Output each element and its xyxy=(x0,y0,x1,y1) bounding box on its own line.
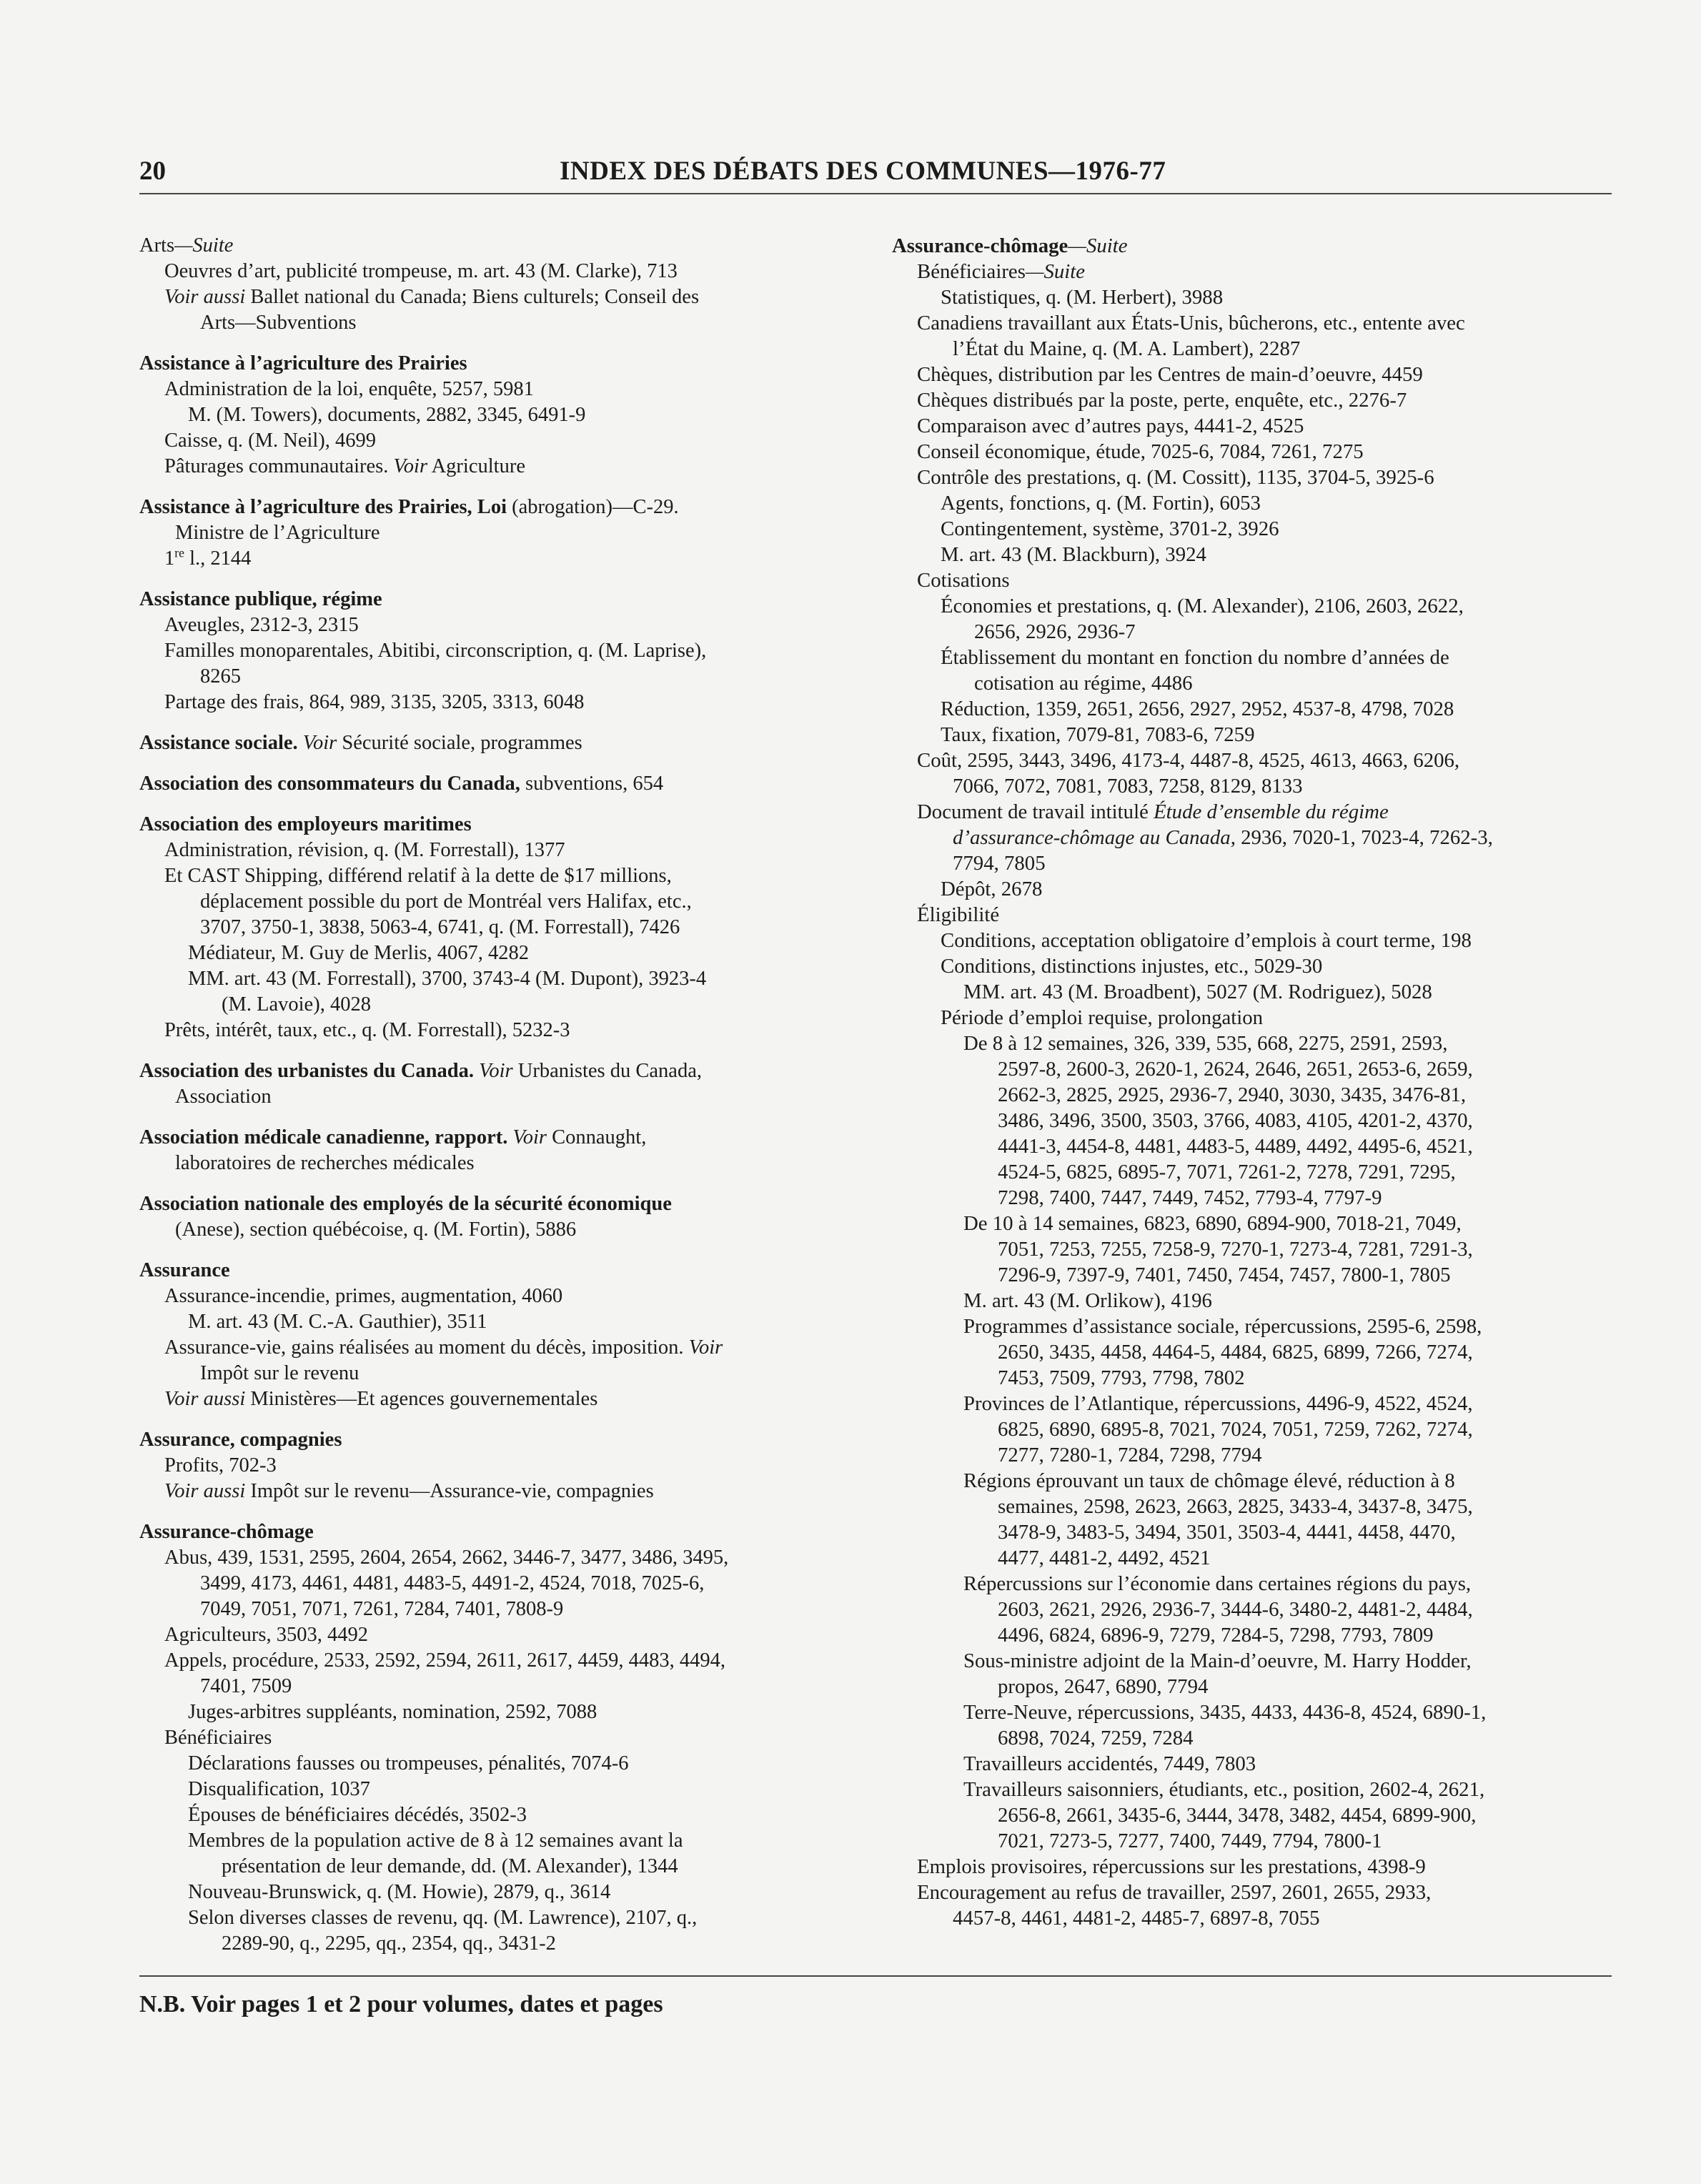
subentry-continued: 3707, 3750-1, 3838, 5063-4, 6741, q. (M. Forrestall), 7426 xyxy=(200,916,680,938)
subentry: M. art. 43 (M. C.-A. Gauthier), 3511 xyxy=(188,1311,487,1333)
subentry: Régions éprouvant un taux de chômage élevé, réduction à 8 xyxy=(963,1469,1455,1492)
subentry: Contingentement, système, 3701-2, 3926 xyxy=(941,517,1279,540)
subentry: Document de travail intitulé Étude d’ensemble du régime xyxy=(917,800,1389,823)
subentry: Épouses de bénéficiaires décédés, 3502-3 xyxy=(188,1804,527,1826)
subentry: Cotisations xyxy=(917,569,1010,592)
subentry-continued: l’État du Maine, q. (M. A. Lambert), 2287 xyxy=(953,337,1301,360)
subentry-continued: 7296-9, 7397-9, 7401, 7450, 7454, 7457, 7800-1, 7805 xyxy=(998,1264,1451,1286)
index-column-right xyxy=(892,233,1614,1931)
entry-heading: Assistance à l’agriculture des Prairies, Loi xyxy=(139,496,507,518)
subentry: Taux, fixation, 7079-81, 7083-6, 7259 xyxy=(941,723,1255,746)
index-entry: Association médicale canadienne, rapport. Voir Connaught, laboratoires de recherches médicales xyxy=(139,1125,854,1176)
subentry: Bénéficiaires—Suite xyxy=(917,260,1086,283)
footer-note: N.B. Voir pages 1 et 2 pour volumes, dates et pages xyxy=(139,1991,663,2017)
subentry-continued: 7453, 7509, 7793, 7798, 7802 xyxy=(998,1366,1245,1389)
page-header xyxy=(139,156,1612,193)
entry-heading: Association nationale des employés de la sécurité économique xyxy=(139,1193,672,1215)
subentry-continued: 4477, 4481-2, 4492, 4521 xyxy=(998,1547,1211,1569)
subentry-continued: 4524-5, 6825, 6895-7, 7071, 7261-2, 7278, 7291, 7295, xyxy=(998,1161,1456,1183)
index-column-left xyxy=(139,233,854,1957)
running-title: INDEX DES DÉBATS DES COMMUNES—1976-77 xyxy=(560,157,1166,186)
subentry: Selon diverses classes de revenu, qq. (M. Lawrence), 2107, q., xyxy=(188,1907,698,1929)
entry-heading: Assistance à l’agriculture des Prairies xyxy=(139,352,467,374)
subentry: Profits, 702-3 xyxy=(164,1454,277,1476)
subentry-continued: propos, 2647, 6890, 7794 xyxy=(998,1675,1209,1698)
subentry: Partage des frais, 864, 989, 3135, 3205, 3313, 6048 xyxy=(164,691,585,713)
subentry-continued: Association xyxy=(175,1086,272,1108)
header-rule xyxy=(139,193,1612,194)
index-entry: Association des consommateurs du Canada, subventions, 654 xyxy=(139,773,664,795)
subentry: Membres de la population active de 8 à 12 semaines avant la xyxy=(188,1830,683,1852)
subentry: Administration de la loi, enquête, 5257, 5981 xyxy=(164,378,534,400)
subentry: Pâturages communautaires. Voir Agriculture xyxy=(164,455,525,477)
subentry: M. art. 43 (M. Orlikow), 4196 xyxy=(963,1289,1212,1312)
subentry: De 10 à 14 semaines, 6823, 6890, 6894-900, 7018-21, 7049, xyxy=(963,1212,1462,1235)
subentry: Juges-arbitres suppléants, nomination, 2592, 7088 xyxy=(188,1701,597,1723)
subentry: M. (M. Towers), documents, 2882, 3345, 6491-9 xyxy=(188,404,586,426)
subentry-continued: 7066, 7072, 7081, 7083, 7258, 8129, 8133 xyxy=(953,775,1303,798)
subentry: Contrôle des prestations, q. (M. Cossitt), 1135, 3704-5, 3925-6 xyxy=(917,466,1434,489)
subentry-continued: présentation de leur demande, dd. (M. Alexander), 1344 xyxy=(222,1855,678,1877)
entry-heading: Association des urbanistes du Canada. xyxy=(139,1060,474,1082)
index-entry: Assistance à l’agriculture des Prairies, Loi (abrogation)—C-29. Ministre de l’Agriculture 1re l., 2144 xyxy=(139,495,854,572)
subentry: Canadiens travaillant aux États-Unis, bûcherons, etc., entente avec xyxy=(917,312,1465,334)
index-entry: Association des urbanistes du Canada. Voir Urbanistes du Canada, Association xyxy=(139,1058,854,1110)
subentry-continued: 3478-9, 3483-5, 3494, 3501, 3503-4, 4441, 4458, 4470, xyxy=(998,1521,1456,1544)
subentry: Établissement du montant en fonction du nombre d’années de xyxy=(941,646,1449,669)
subentry-continued: 7277, 7280-1, 7284, 7298, 7794 xyxy=(998,1444,1262,1466)
subentry: De 8 à 12 semaines, 326, 339, 535, 668, 2275, 2591, 2593, xyxy=(963,1032,1448,1055)
subentry-continued: 7051, 7253, 7255, 7258-9, 7270-1, 7273-4, 7281, 7291-3, xyxy=(998,1238,1473,1261)
entry-heading: Association des employeurs maritimes xyxy=(139,813,472,835)
subentry-continued: 3499, 4173, 4461, 4481, 4483-5, 4491-2, 4524, 7018, 7025-6, xyxy=(200,1572,705,1594)
subentry: Aveugles, 2312-3, 2315 xyxy=(164,614,359,636)
subentry: Disqualification, 1037 xyxy=(188,1778,370,1800)
subentry: Éligibilité xyxy=(917,903,1000,926)
subentry: Assurance-vie, gains réalisées au moment du décès, imposition. Voir xyxy=(164,1336,723,1359)
subentry-continued: 6898, 7024, 7259, 7284 xyxy=(998,1727,1194,1749)
subentry: Dépôt, 2678 xyxy=(941,878,1043,900)
subentry: Travailleurs saisonniers, étudiants, etc., position, 2602-4, 2621, xyxy=(963,1778,1485,1801)
index-entry xyxy=(139,1191,854,1243)
entry-heading: Association des consommateurs du Canada, xyxy=(139,773,520,795)
subentry: Médiateur, M. Guy de Merlis, 4067, 4282 xyxy=(188,942,529,964)
subentry: MM. art. 43 (M. Forrestall), 3700, 3743-4 (M. Dupont), 3923-4 xyxy=(188,968,707,990)
subentry-continued: 2656, 2926, 2936-7 xyxy=(974,620,1136,643)
index-entry xyxy=(139,351,854,480)
subentry-continued: 8265 xyxy=(200,665,241,688)
subentry-continued: 2289-90, q., 2295, qq., 2354, qq., 3431-2 xyxy=(222,1932,556,1955)
cross-reference: Voir aussi Ballet national du Canada; Biens culturels; Conseil des xyxy=(164,286,700,308)
subentry: Administration, révision, q. (M. Forrestall), 1377 xyxy=(164,839,565,861)
subentry: Comparaison avec d’autres pays, 4441-2, 4525 xyxy=(917,415,1304,437)
entry-heading: Assistance sociale. xyxy=(139,732,298,754)
subentry: Agents, fonctions, q. (M. Fortin), 6053 xyxy=(941,492,1261,515)
subentry-continued: (M. Lavoie), 4028 xyxy=(222,993,371,1016)
subentry: Bénéficiaires xyxy=(164,1727,272,1749)
index-entry: Assistance sociale. Voir Sécurité sociale, programmes xyxy=(139,732,582,754)
subentry: Chèques distribués par la poste, perte, enquête, etc., 2276-7 xyxy=(917,389,1407,412)
subentry: Et CAST Shipping, différend relatif à la dette de $17 millions, xyxy=(164,865,672,887)
cross-reference: Voir aussi Impôt sur le revenu—Assurance-vie, compagnies xyxy=(164,1480,654,1502)
subentry: Coût, 2595, 3443, 3496, 4173-4, 4487-8, 4525, 4613, 4663, 6206, xyxy=(917,749,1460,772)
subentry: Travailleurs accidentés, 7449, 7803 xyxy=(963,1752,1256,1775)
subentry-continued: 2650, 3435, 4458, 4464-5, 4484, 6825, 6899, 7266, 7274, xyxy=(998,1341,1473,1364)
subentry: Emplois provisoires, répercussions sur les prestations, 4398-9 xyxy=(917,1855,1426,1878)
subentry-continued: 7401, 7509 xyxy=(200,1675,292,1697)
index-entry xyxy=(139,812,854,1043)
subentry-continued: 2597-8, 2600-3, 2620-1, 2624, 2646, 2651, 2653-6, 2659, xyxy=(998,1058,1473,1081)
subentry-continued: cotisation au régime, 4486 xyxy=(974,672,1193,695)
subentry-continued: Impôt sur le revenu xyxy=(200,1362,359,1384)
index-entry xyxy=(139,587,854,715)
subentry: Sous-ministre adjoint de la Main-d’oeuvre, M. Harry Hodder, xyxy=(963,1649,1472,1672)
subentry: Conditions, acceptation obligatoire d’emplois à court terme, 198 xyxy=(941,929,1472,952)
subentry-continued: Arts—Subventions xyxy=(200,312,357,334)
subentry: MM. art. 43 (M. Broadbent), 5027 (M. Rodriguez), 5028 xyxy=(963,981,1432,1003)
subentry: Oeuvres d’art, publicité trompeuse, m. art. 43 (M. Clarke), 713 xyxy=(164,260,678,282)
cross-reference: Voir aussi Ministères—Et agences gouvernementales xyxy=(164,1388,598,1410)
subentry-continued: 2662-3, 2825, 2925, 2936-7, 2940, 3030, 3435, 3476-81, xyxy=(998,1083,1467,1106)
subentry-continued: 7021, 7273-5, 7277, 7400, 7449, 7794, 7800-1 xyxy=(998,1830,1382,1852)
subentry-continued: (Anese), section québécoise, q. (M. Fortin), 5886 xyxy=(175,1218,577,1241)
subentry: Répercussions sur l’économie dans certaines régions du pays, xyxy=(963,1572,1472,1595)
subentry: Terre-Neuve, répercussions, 3435, 4433, 4436-8, 4524, 6890-1, xyxy=(963,1701,1487,1724)
index-entry xyxy=(139,1258,854,1412)
subentry-continued: 4457-8, 4461, 4481-2, 4485-7, 6897-8, 7055 xyxy=(953,1907,1320,1930)
footer-rule xyxy=(139,1975,1612,1977)
index-entry xyxy=(139,1427,854,1504)
subentry: Encouragement au refus de travailler, 2597, 2601, 2655, 2933, xyxy=(917,1881,1432,1904)
subentry: Prêts, intérêt, taux, etc., q. (M. Forrestall), 5232-3 xyxy=(164,1019,570,1041)
subentry: Ministre de l’Agriculture xyxy=(175,522,380,544)
page-number: 20 xyxy=(139,157,166,186)
subentry-continued: déplacement possible du port de Montréal vers Halifax, etc., xyxy=(200,890,692,913)
subentry: 1re l., 2144 xyxy=(164,545,252,570)
subentry: Appels, procédure, 2533, 2592, 2594, 2611, 2617, 4459, 4483, 4494, xyxy=(164,1649,725,1672)
subentry: Économies et prestations, q. (M. Alexander), 2106, 2603, 2622, xyxy=(941,595,1464,617)
subentry-continued: 6825, 6890, 6895-8, 7021, 7024, 7051, 7259, 7262, 7274, xyxy=(998,1418,1473,1441)
subentry: Abus, 439, 1531, 2595, 2604, 2654, 2662, 3446-7, 3477, 3486, 3495, xyxy=(164,1547,729,1569)
subentry: Période d’emploi requise, prolongation xyxy=(941,1006,1264,1029)
index-entry xyxy=(139,1519,854,1957)
index-entry xyxy=(139,233,854,336)
subentry: Programmes d’assistance sociale, répercussions, 2595-6, 2598, xyxy=(963,1315,1482,1338)
subentry-continued: 3486, 3496, 3500, 3503, 3766, 4083, 4105, 4201-2, 4370, xyxy=(998,1109,1473,1132)
subentry: Familles monoparentales, Abitibi, circonscription, q. (M. Laprise), xyxy=(164,640,707,662)
subentry-continued: semaines, 2598, 2623, 2663, 2825, 3433-4, 3437-8, 3475, xyxy=(998,1495,1473,1518)
subentry: Assurance-incendie, primes, augmentation, 4060 xyxy=(164,1285,563,1307)
suite-label: —Suite xyxy=(1068,234,1128,257)
subentry: Déclarations fausses ou trompeuses, pénalités, 7074-6 xyxy=(188,1752,629,1774)
subentry: Agriculteurs, 3503, 4492 xyxy=(164,1624,368,1646)
subentry: Statistiques, q. (M. Herbert), 3988 xyxy=(941,286,1224,309)
subentry-continued: 2603, 2621, 2926, 2936-7, 3444-6, 3480-2, 4481-2, 4484, xyxy=(998,1598,1473,1621)
subentry: Conseil économique, étude, 7025-6, 7084, 7261, 7275 xyxy=(917,440,1364,463)
subentry: Réduction, 1359, 2651, 2656, 2927, 2952, 4537-8, 4798, 7028 xyxy=(941,698,1454,720)
entry-heading: Assurance, compagnies xyxy=(139,1429,342,1451)
subentry-continued: 4496, 6824, 6896-9, 7279, 7284-5, 7298, 7793, 7809 xyxy=(998,1624,1434,1647)
subentry-continued: 7049, 7051, 7071, 7261, 7284, 7401, 7808-9 xyxy=(200,1598,564,1620)
subentry-continued: laboratoires de recherches médicales xyxy=(175,1152,475,1174)
entry-heading: Assurance xyxy=(139,1259,230,1281)
subentry-continued: 7298, 7400, 7447, 7449, 7452, 7793-4, 7797-9 xyxy=(998,1186,1382,1209)
subentry: Caisse, q. (M. Neil), 4699 xyxy=(164,430,377,452)
subentry: Provinces de l’Atlantique, répercussions, 4496-9, 4522, 4524, xyxy=(963,1392,1473,1415)
subentry-continued: 7794, 7805 xyxy=(953,852,1046,875)
entry-heading: Assistance publique, régime xyxy=(139,588,382,610)
suite-label: —Suite xyxy=(174,234,234,257)
subentry: Chèques, distribution par les Centres de main-d’oeuvre, 4459 xyxy=(917,363,1423,386)
subentry: Nouveau-Brunswick, q. (M. Howie), 2879, q., 3614 xyxy=(188,1881,611,1903)
entry-heading: Association médicale canadienne, rapport. xyxy=(139,1126,508,1148)
entry-heading: Assurance-chômage xyxy=(892,234,1068,257)
entry-heading: Assurance-chômage xyxy=(139,1521,314,1543)
entry-heading: Arts xyxy=(139,234,175,257)
subentry-continued: 2656-8, 2661, 3435-6, 3444, 3478, 3482, 4454, 6899-900, xyxy=(998,1804,1477,1827)
subentry-continued: d’assurance-chômage au Canada, 2936, 7020-1, 7023-4, 7262-3, xyxy=(953,826,1493,849)
subentry: M. art. 43 (M. Blackburn), 3924 xyxy=(941,543,1206,566)
subentry: Conditions, distinctions injustes, etc., 5029-30 xyxy=(941,955,1323,978)
subentry-continued: 4441-3, 4454-8, 4481, 4483-5, 4489, 4492, 4495-6, 4521, xyxy=(998,1135,1473,1158)
